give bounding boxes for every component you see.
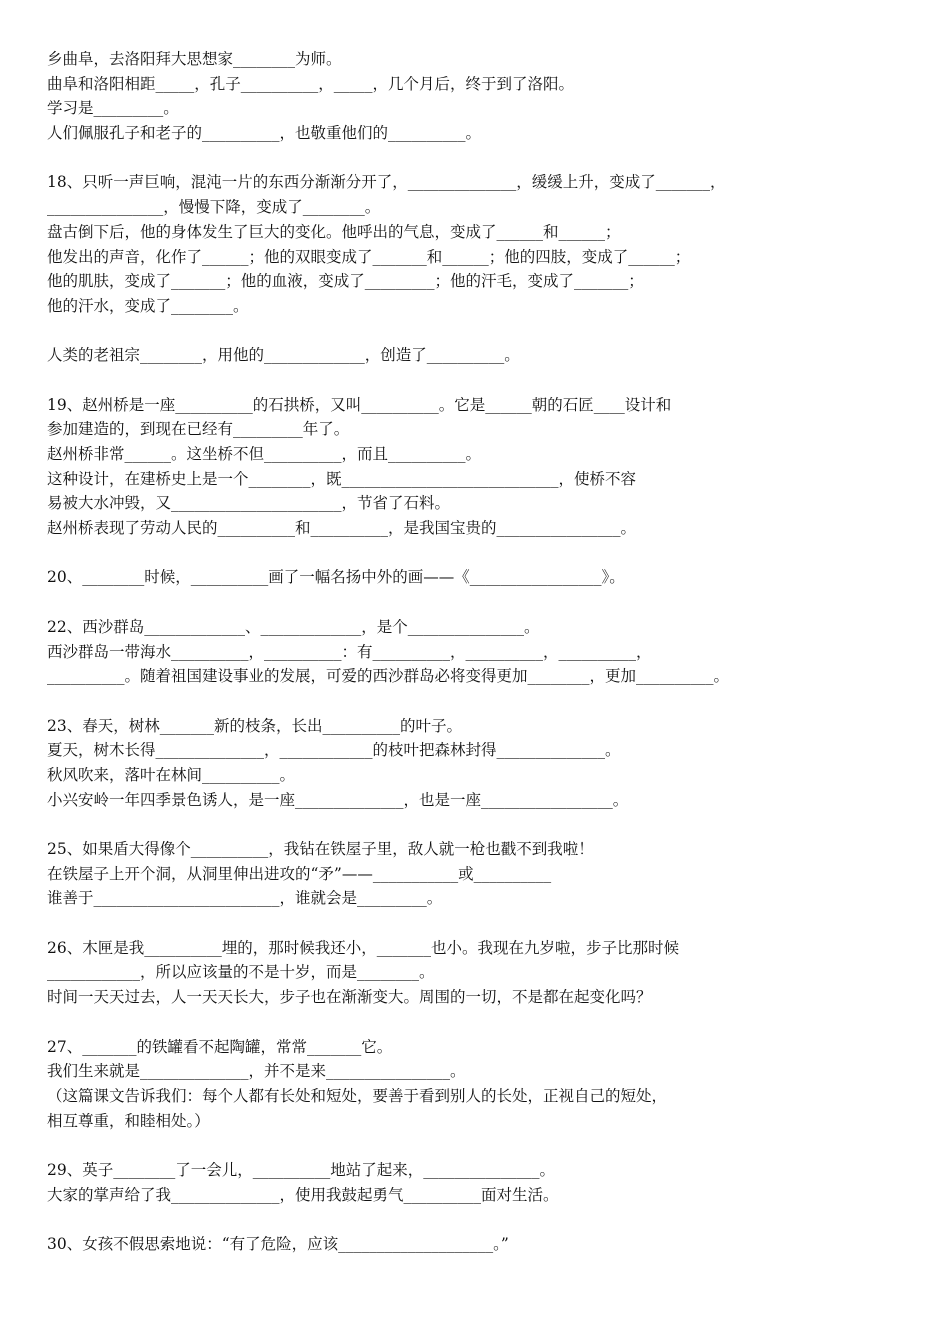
text-line: 人类的老祖宗________，用他的_____________，创造了__________。 bbox=[47, 346, 520, 365]
blank-line bbox=[47, 146, 910, 171]
blank-line bbox=[47, 368, 910, 393]
blank-line bbox=[47, 319, 910, 344]
blank-line bbox=[47, 812, 910, 837]
text-line: 29、英子________了一会儿，__________地站了起来，_______________。 bbox=[47, 1160, 555, 1179]
blank-line bbox=[47, 541, 910, 566]
text-line: 27、_______的铁罐看不起陶罐，常常_______它。 bbox=[47, 1037, 393, 1056]
text-line: 他的汗水，变成了________。 bbox=[47, 296, 249, 315]
text-line: 参加建造的，到现在已经有_________年了。 bbox=[47, 420, 350, 439]
text-line: __________。随着祖国建设事业的发展，可爱的西沙群岛必将变得更加________，更加__________。 bbox=[47, 667, 730, 686]
text-line: 秋风吹来，落叶在林间__________。 bbox=[47, 765, 296, 784]
text-line: _______________，慢慢下降，变成了________。 bbox=[47, 198, 381, 217]
blank-line bbox=[47, 1207, 910, 1232]
text-line: ____________，所以应该量的不是十岁，而是________。 bbox=[47, 963, 435, 982]
text-line: 乡曲阜，去洛阳拜大思想家________为师。 bbox=[47, 50, 342, 68]
blank-line bbox=[47, 590, 910, 615]
text-line: 曲阜和洛阳相距_____，孔子__________，_____，几个月后，终于到了洛阳。 bbox=[47, 74, 575, 93]
text-line: 相互尊重，和睦相处。） bbox=[47, 1111, 210, 1130]
blank-line bbox=[47, 1010, 910, 1035]
text-line: 我们生来就是______________，并不是来________________。 bbox=[47, 1062, 466, 1081]
text-line: 易被大水冲毁，又______________________，节省了石料。 bbox=[47, 494, 451, 513]
text-line: 25、如果盾大得像个__________，我钻在铁屋子里，敌人就一枪也戳不到我啦！ bbox=[47, 840, 594, 858]
text-line: 19、赵州桥是一座__________的石拱桥，又叫__________。它是______朝的石匠____设计和 bbox=[47, 395, 672, 414]
text-line: 在铁屋子上开个洞，从洞里伸出进攻的“矛”——___________或__________ bbox=[47, 864, 552, 883]
text-line: 赵州桥非常______。这坐桥不但__________，而且__________。 bbox=[47, 445, 482, 463]
text-line: 他发出的声音，化作了______；他的双眼变成了_______和______；他的四肢，变成了______； bbox=[47, 247, 691, 266]
text-line: 人们佩服孔子和老子的__________，也敬重他们的__________。 bbox=[47, 124, 482, 143]
text-line: 23、春天，树林_______新的枝条，长出__________的叶子。 bbox=[47, 716, 462, 735]
text-line: 这种设计，在建桥史上是一个________，既____________________________，使桥不容 bbox=[47, 469, 637, 488]
text-line: 20、________时候，__________画了一幅名扬中外的画——《_________________》。 bbox=[47, 568, 625, 587]
text-line: 谁善于________________________，谁就会是_________。 bbox=[47, 889, 443, 908]
text-line: 大家的掌声给了我______________，使用我鼓起勇气__________面对生活。 bbox=[47, 1185, 559, 1204]
text-line: 学习是_________。 bbox=[47, 99, 179, 118]
text-line: 夏天，树木长得______________，____________的枝叶把森林封得______________。 bbox=[47, 741, 621, 760]
worksheet-content bbox=[47, 47, 910, 1257]
text-line: 18、只听一声巨响，混沌一片的东西分渐渐分开了，______________，缓缓上升，变成了_______， bbox=[47, 173, 726, 192]
text-line: 30、女孩不假思索地说：“有了危险，应该____________________。” bbox=[47, 1235, 509, 1253]
text-line: 盘古倒下后，他的身体发生了巨大的变化。他呼出的气息，变成了______和______； bbox=[47, 222, 621, 241]
text-line: 26、木匣是我__________埋的，那时候我还小，_______也小。我现在九岁啦，步子比那时候 bbox=[47, 938, 679, 957]
text-line: 22、西沙群岛_____________、_____________，是个_______________。 bbox=[47, 617, 540, 636]
text-line: 西沙群岛一带海水__________，__________：有__________，__________，__________， bbox=[47, 642, 652, 661]
text-line: 赵州桥表现了劳动人民的__________和__________，是我国宝贵的________________。 bbox=[47, 519, 637, 538]
text-line: （这篇课文告诉我们：每个人都有长处和短处，要善于看到别人的长处，正视自己的短处， bbox=[47, 1086, 668, 1105]
text-line: 他的肌肤，变成了_______；他的血液，变成了_________；他的汗毛，变成了_______； bbox=[47, 272, 644, 291]
blank-line bbox=[47, 1133, 910, 1158]
text-line: 小兴安岭一年四季景色诱人，是一座______________，也是一座_________________。 bbox=[47, 790, 629, 809]
blank-line bbox=[47, 689, 910, 714]
blank-line bbox=[47, 911, 910, 936]
text-line: 时间一天天过去，人一天天长大，步子也在渐渐变大。周围的一切，不是都在起变化吗？ bbox=[47, 988, 652, 1007]
